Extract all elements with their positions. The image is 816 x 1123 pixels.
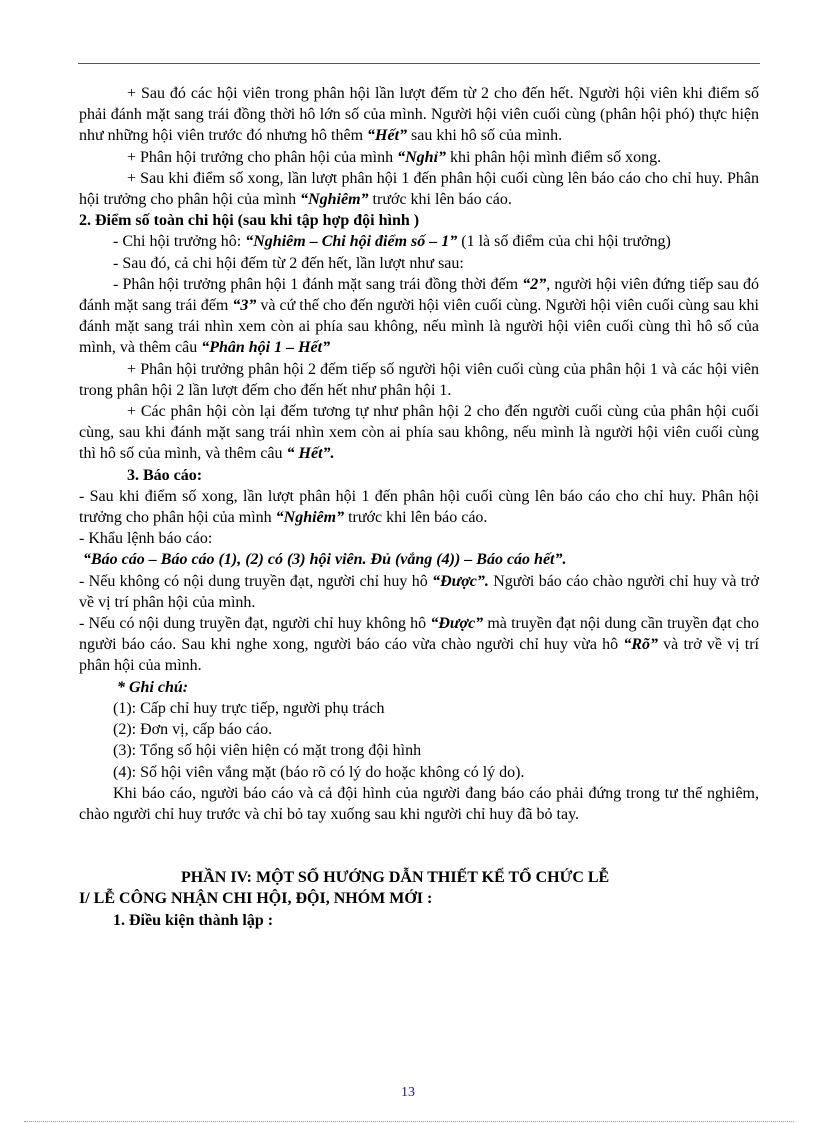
note-item: (1): Cấp chỉ huy trực tiếp, người phụ trách xyxy=(113,699,385,717)
paragraph-remaining-groups: + Các phân hội còn lại đếm tương tự như phân hội 2 cho đến người cuối cùng của phân hội cuối cùng, sau khi đánh mặt sang trái nhìn xem còn ai phía sau không, nếu mình là người hội viên cuối cùng thì hô số của mình, và thêm câu “ Hết”. xyxy=(79,403,759,463)
note-item: (4): Số hội viên vắng mặt (báo rõ có lý do hoặc không có lý do). xyxy=(113,763,525,781)
paragraph-group1-counting: - Phân hội trưởng phân hội 1 đánh mặt sang trái đồng thời đếm “2”, người hội viên đứng tiếp sau đó đánh mặt sang trái đếm “3” và cứ thế cho đến người hội viên cuối cùng. Người hội viên cuối cùng sau khi đánh mặt sang trái nhìn xem còn ai phía sau không, nếu mình là người hội viên cuối cùng thì hô số của mình, và thêm câu “Phân hội 1 – Hết” xyxy=(79,275,760,357)
paragraph-count-order: + Sau đó các hội viên trong phân hội lần lượt đếm từ 2 cho đến hết. Người hội viên khi điểm số phải đánh mặt sang trái đồng thời hô lớn số của mình. Người hội viên cuối cùng (phân hội phó) thực hiện như những hội viên trước đó nhưng hô thêm “Hết” sau khi hô số của mình. xyxy=(79,85,759,145)
paragraph-no-content: - Nếu không có nội dung truyền đạt, người chỉ huy hô “Được”. Người báo cáo chào người chỉ huy và trở về vị trí phân hội của mình. xyxy=(79,572,760,611)
paragraph-report-command-label: - Khẩu lệnh báo cáo: xyxy=(79,530,213,548)
paragraph-group2-counting: + Phân hội trưởng phân hội 2 đếm tiếp số người hội viên cuối cùng của phân hội 1 và các hội viên trong phân hội 2 lần lượt đếm cho đến hết như phân hội 1. xyxy=(79,360,759,399)
footer-rule xyxy=(24,1121,794,1122)
paragraph-report-order: + Sau khi điểm số xong, lần lượt phân hội 1 đến phân hội cuối cùng lên báo cáo cho chỉ huy. Phân hội trưởng cho phân hội của mình “Nghiêm” trước khi lên báo cáo. xyxy=(79,169,759,209)
spacer xyxy=(79,825,759,867)
note-title: * Ghi chú: xyxy=(117,678,189,696)
subsection-heading: 1. Điều kiện thành lập : xyxy=(113,911,274,929)
heading-section-3: 3. Báo cáo: xyxy=(127,466,203,484)
part-heading: PHẦN IV: MỘT SỐ HƯỚNG DẪN THIẾT KẾ TỔ CHỨC LỄ xyxy=(181,869,610,887)
note-item: (3): Tổng số hội viên hiện có mặt trong đội hình xyxy=(113,742,422,760)
note-item: (2): Đơn vị, cấp báo cáo. xyxy=(113,721,273,739)
paragraph-salute-rule: Khi báo cáo, người báo cáo và cả đội hình của người đang báo cáo phải đứng trong tư thế nghiêm, chào người chỉ huy trước và chỉ bỏ tay xuống sau khi người chỉ huy đã bỏ tay. xyxy=(79,784,759,823)
section-heading: I/ LỄ CÔNG NHẬN CHI HỘI, ĐỘI, NHÓM MỚI : xyxy=(79,890,433,908)
heading-section-2: 2. Điểm số toàn chi hội (sau khi tập hợp đội hình ) xyxy=(79,212,420,230)
report-command-text: “Báo cáo – Báo cáo (1), (2) có (3) hội viên. Đủ (vắng (4)) – Báo cáo hết”. xyxy=(83,551,567,569)
page-body xyxy=(79,83,759,931)
paragraph-with-content: - Nếu có nội dung truyền đạt, người chỉ huy không hô “Được” mà truyền đạt nội dung cần truyền đạt cho người báo cáo. Sau khi nghe xong, người báo cáo vừa chào người chỉ huy vừa hô “Rõ” và trở về vị trí phân hội của mình. xyxy=(79,615,760,675)
paragraph-rest-command: + Phân hội trưởng cho phân hội của mình “Nghỉ” khi phân hội mình điểm số xong. xyxy=(127,148,662,166)
paragraph-counting-intro: - Sau đó, cả chi hội đếm từ 2 đến hết, lần lượt như sau: xyxy=(113,254,464,272)
paragraph-chief-command: - Chi hội trưởng hô: “Nghiêm – Chi hội điểm số – 1” (1 là số điểm của chi hội trưởng) xyxy=(113,233,671,251)
page-number: 13 xyxy=(401,1085,415,1100)
paragraph-report-sequence: - Sau khi điểm số xong, lần lượt phân hội 1 đến phân hội cuối cùng lên báo cáo cho chỉ huy. Phân hội trưởng cho phân hội của mình “Nghiêm” trước khi lên báo cáo. xyxy=(79,487,759,527)
header-rule xyxy=(78,63,760,64)
